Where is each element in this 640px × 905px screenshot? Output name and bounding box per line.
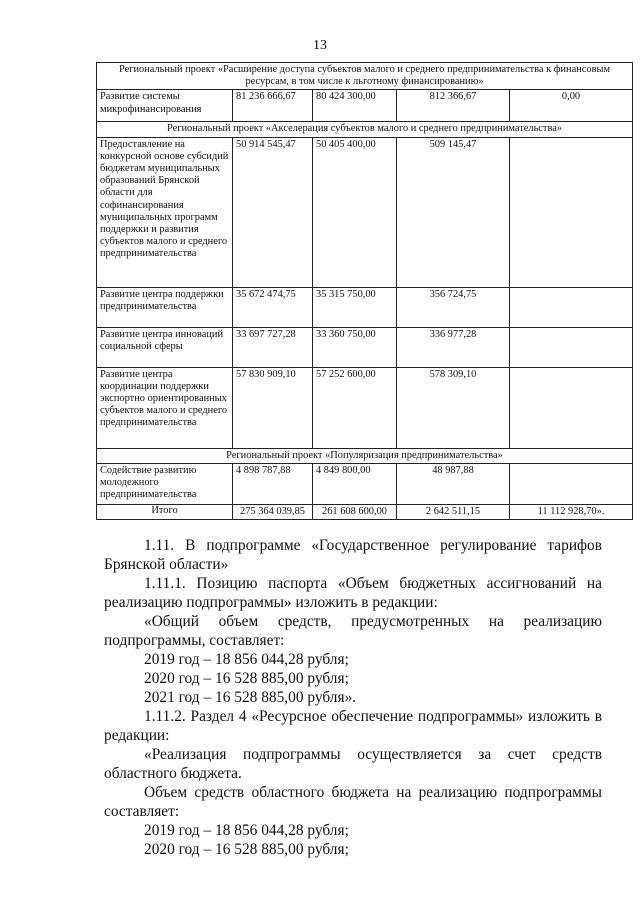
- table-row: [97, 367, 633, 448]
- row-value-total: 35 672 474,75: [233, 287, 313, 327]
- row-value-other: [510, 327, 633, 367]
- paragraph: 1.11.1. Позицию паспорта «Объем бюджетных ассигнований на реализацию подпрограммы» изложить в редакции:: [104, 575, 602, 611]
- row-value-other: [510, 137, 633, 287]
- paragraph: «Реализация подпрограммы осуществляется за счет средств областного бюджета.: [104, 746, 602, 782]
- row-value-federal: 57 252 600,00: [313, 367, 397, 448]
- row-value-other: [510, 463, 633, 504]
- total-row: [97, 504, 633, 519]
- row-value-total: 57 830 909,10: [233, 367, 313, 448]
- row-value-regional: 812 366,67: [397, 90, 510, 122]
- table-row: [97, 137, 633, 287]
- paragraph: 2020 год – 16 528 885,00 рубля;: [144, 841, 349, 858]
- paragraph: 2020 год – 16 528 885,00 рубля;: [144, 670, 349, 687]
- paragraph: 1.11.2. Раздел 4 «Ресурсное обеспечение подпрограммы» изложить в редакции:: [104, 708, 602, 744]
- page-number: 13: [313, 38, 327, 53]
- row-value-federal: 80 424 300,00: [313, 90, 397, 122]
- total-label: Итого: [97, 504, 233, 519]
- row-value-other: [510, 287, 633, 327]
- total-value-total: 275 364 039,85: [233, 504, 313, 519]
- section-header-row: [97, 448, 633, 463]
- row-value-federal: 50 405 400,00: [313, 137, 397, 287]
- total-value-other: 11 112 928,70».: [510, 504, 633, 519]
- table-row: [97, 287, 633, 327]
- total-value-federal: 261 608 600,00: [313, 504, 397, 519]
- row-value-regional: 356 724,75: [397, 287, 510, 327]
- row-value-regional: 509 145,47: [397, 137, 510, 287]
- row-name: Развитие центра инноваций социальной сферы: [97, 327, 233, 367]
- row-value-regional: 578 309,10: [397, 367, 510, 448]
- budget-table: [96, 62, 633, 520]
- row-value-other: [510, 367, 633, 448]
- row-value-total: 81 236 666,67: [233, 90, 313, 122]
- row-value-regional: 48 987,88: [397, 463, 510, 504]
- section-header-row: [97, 122, 633, 137]
- row-name: Предоставление на конкурсной основе субсидий бюджетам муниципальных образований Брянской области для софинансирования муниципальных программ поддержки и развития субъектов малого и среднего предпринимательства: [97, 137, 233, 287]
- row-value-total: 33 697 727,28: [233, 327, 313, 367]
- row-value-other: 0,00: [510, 90, 633, 122]
- row-value-total: 50 914 545,47: [233, 137, 313, 287]
- paragraph: 2019 год – 18 856 044,28 рубля;: [144, 822, 349, 839]
- row-value-total: 4 898 787,88: [233, 463, 313, 504]
- row-value-regional: 336 977,28: [397, 327, 510, 367]
- paragraph: 2019 год – 18 856 044,28 рубля;: [144, 651, 349, 668]
- section-title: Региональный проект «Расширение доступа субъектов малого и среднего предпринимательства к финансовым ресурсам, в том числе к льготному финансированию»: [97, 63, 633, 90]
- section-title: Региональный проект «Популяризация предпринимательства»: [97, 448, 633, 463]
- row-value-federal: 35 315 750,00: [313, 287, 397, 327]
- row-value-federal: 4 849 800,00: [313, 463, 397, 504]
- paragraph: Объем средств областного бюджета на реализацию подпрограммы составляет:: [104, 784, 602, 820]
- section-title: Региональный проект «Акселерация субъектов малого и среднего предпринимательства»: [97, 122, 633, 137]
- total-value-regional: 2 642 511,15: [397, 504, 510, 519]
- row-name: Развитие центра координации поддержки экспортно ориентированных субъектов малого и среднего предпринимательства: [97, 367, 233, 448]
- body-text: [104, 536, 602, 859]
- paragraph: 2021 год – 16 528 885,00 рубля».: [144, 689, 357, 706]
- table-row: [97, 90, 633, 122]
- row-name: Содействие развитию молодежного предпринимательства: [97, 463, 233, 504]
- row-name: Развитие системы микрофинансирования: [97, 90, 233, 122]
- row-value-federal: 33 360 750,00: [313, 327, 397, 367]
- section-header-row: [97, 63, 633, 90]
- row-name: Развитие центра поддержки предпринимательства: [97, 287, 233, 327]
- paragraph: 1.11. В подпрограмме «Государственное регулирование тарифов Брянской области»: [104, 537, 602, 573]
- table-row: [97, 327, 633, 367]
- paragraph: «Общий объем средств, предусмотренных на реализацию подпрограммы, составляет:: [104, 613, 602, 649]
- table-row: [97, 463, 633, 504]
